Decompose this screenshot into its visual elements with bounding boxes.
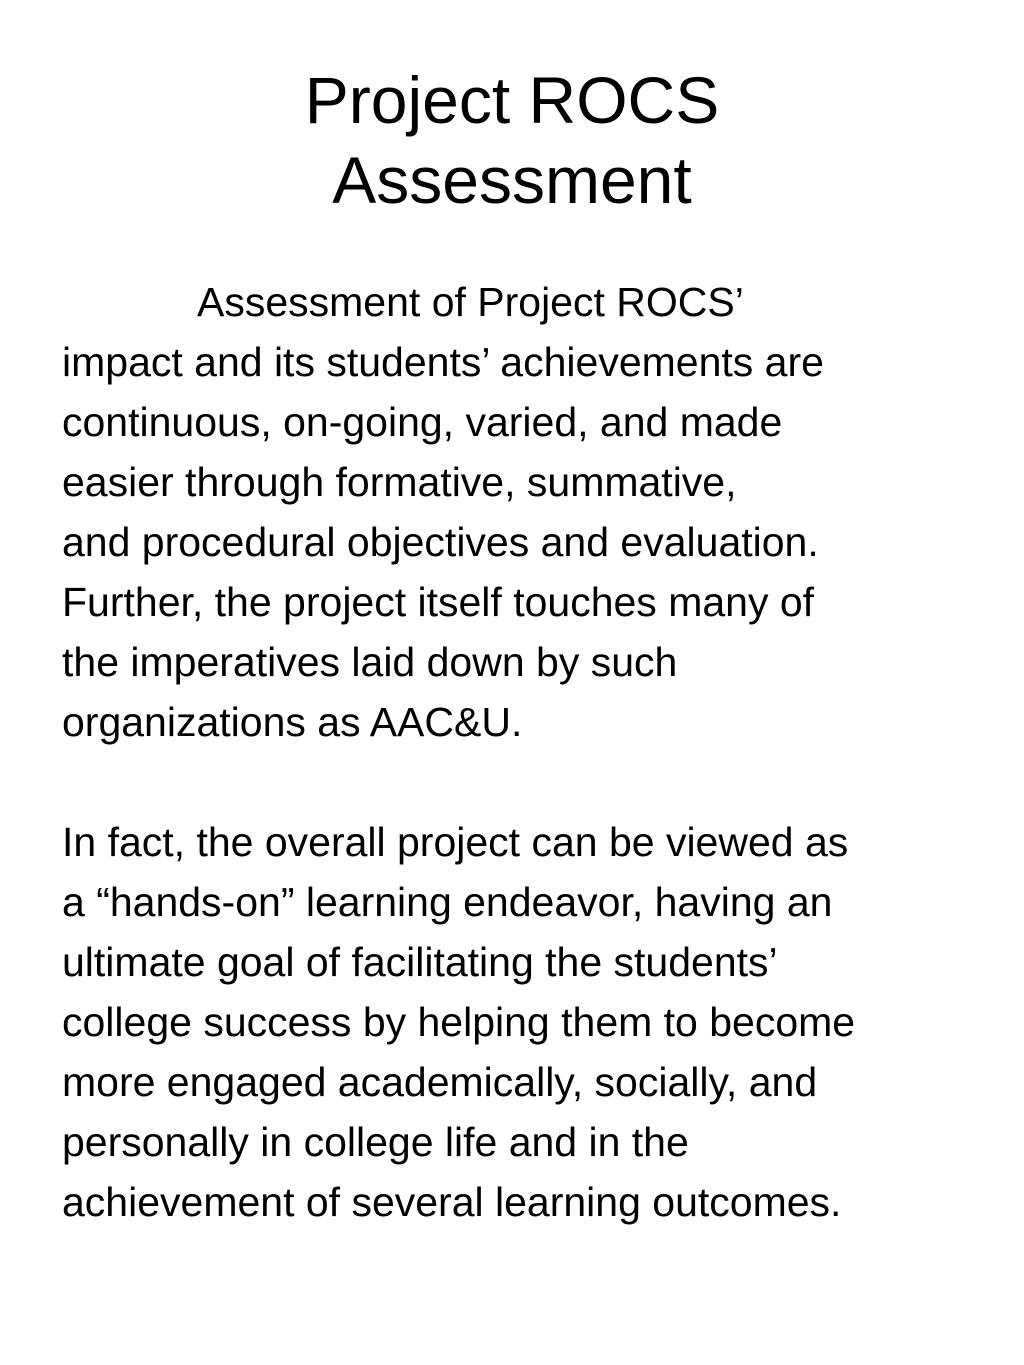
paragraph-hands-on <box>62 812 1002 1232</box>
text-line: Assessment of Project ROCS’ <box>197 279 744 325</box>
text-line: organizations as AAC&U. <box>62 699 523 745</box>
title-line: Project ROCS <box>304 63 720 137</box>
text-line: Further, the project itself touches many of <box>62 579 815 625</box>
slide-title <box>0 60 1024 220</box>
paragraph-spacer <box>62 752 1002 812</box>
title-line: Assessment <box>332 143 692 217</box>
text-line: more engaged academically, socially, and <box>62 1059 818 1105</box>
text-line: impact and its students’ achievements are <box>62 339 824 385</box>
text-line: and procedural objectives and evaluation. <box>62 519 819 565</box>
text-line: the imperatives laid down by such <box>62 639 678 685</box>
text-line: college success by helping them to become <box>62 999 856 1045</box>
text-line: easier through formative, summative, <box>62 459 737 505</box>
text-line: In fact, the overall project can be viewed as <box>62 819 849 865</box>
text-line: achievement of several learning outcomes. <box>62 1179 842 1225</box>
text-line: ultimate goal of facilitating the students’ <box>62 939 778 985</box>
paragraph-assessment <box>62 272 1002 752</box>
text-line: continuous, on-going, varied, and made <box>62 399 783 445</box>
slide-body <box>62 272 1002 1232</box>
text-line: a “hands-on” learning endeavor, having an <box>62 879 833 925</box>
text-line: personally in college life and in the <box>62 1119 689 1165</box>
